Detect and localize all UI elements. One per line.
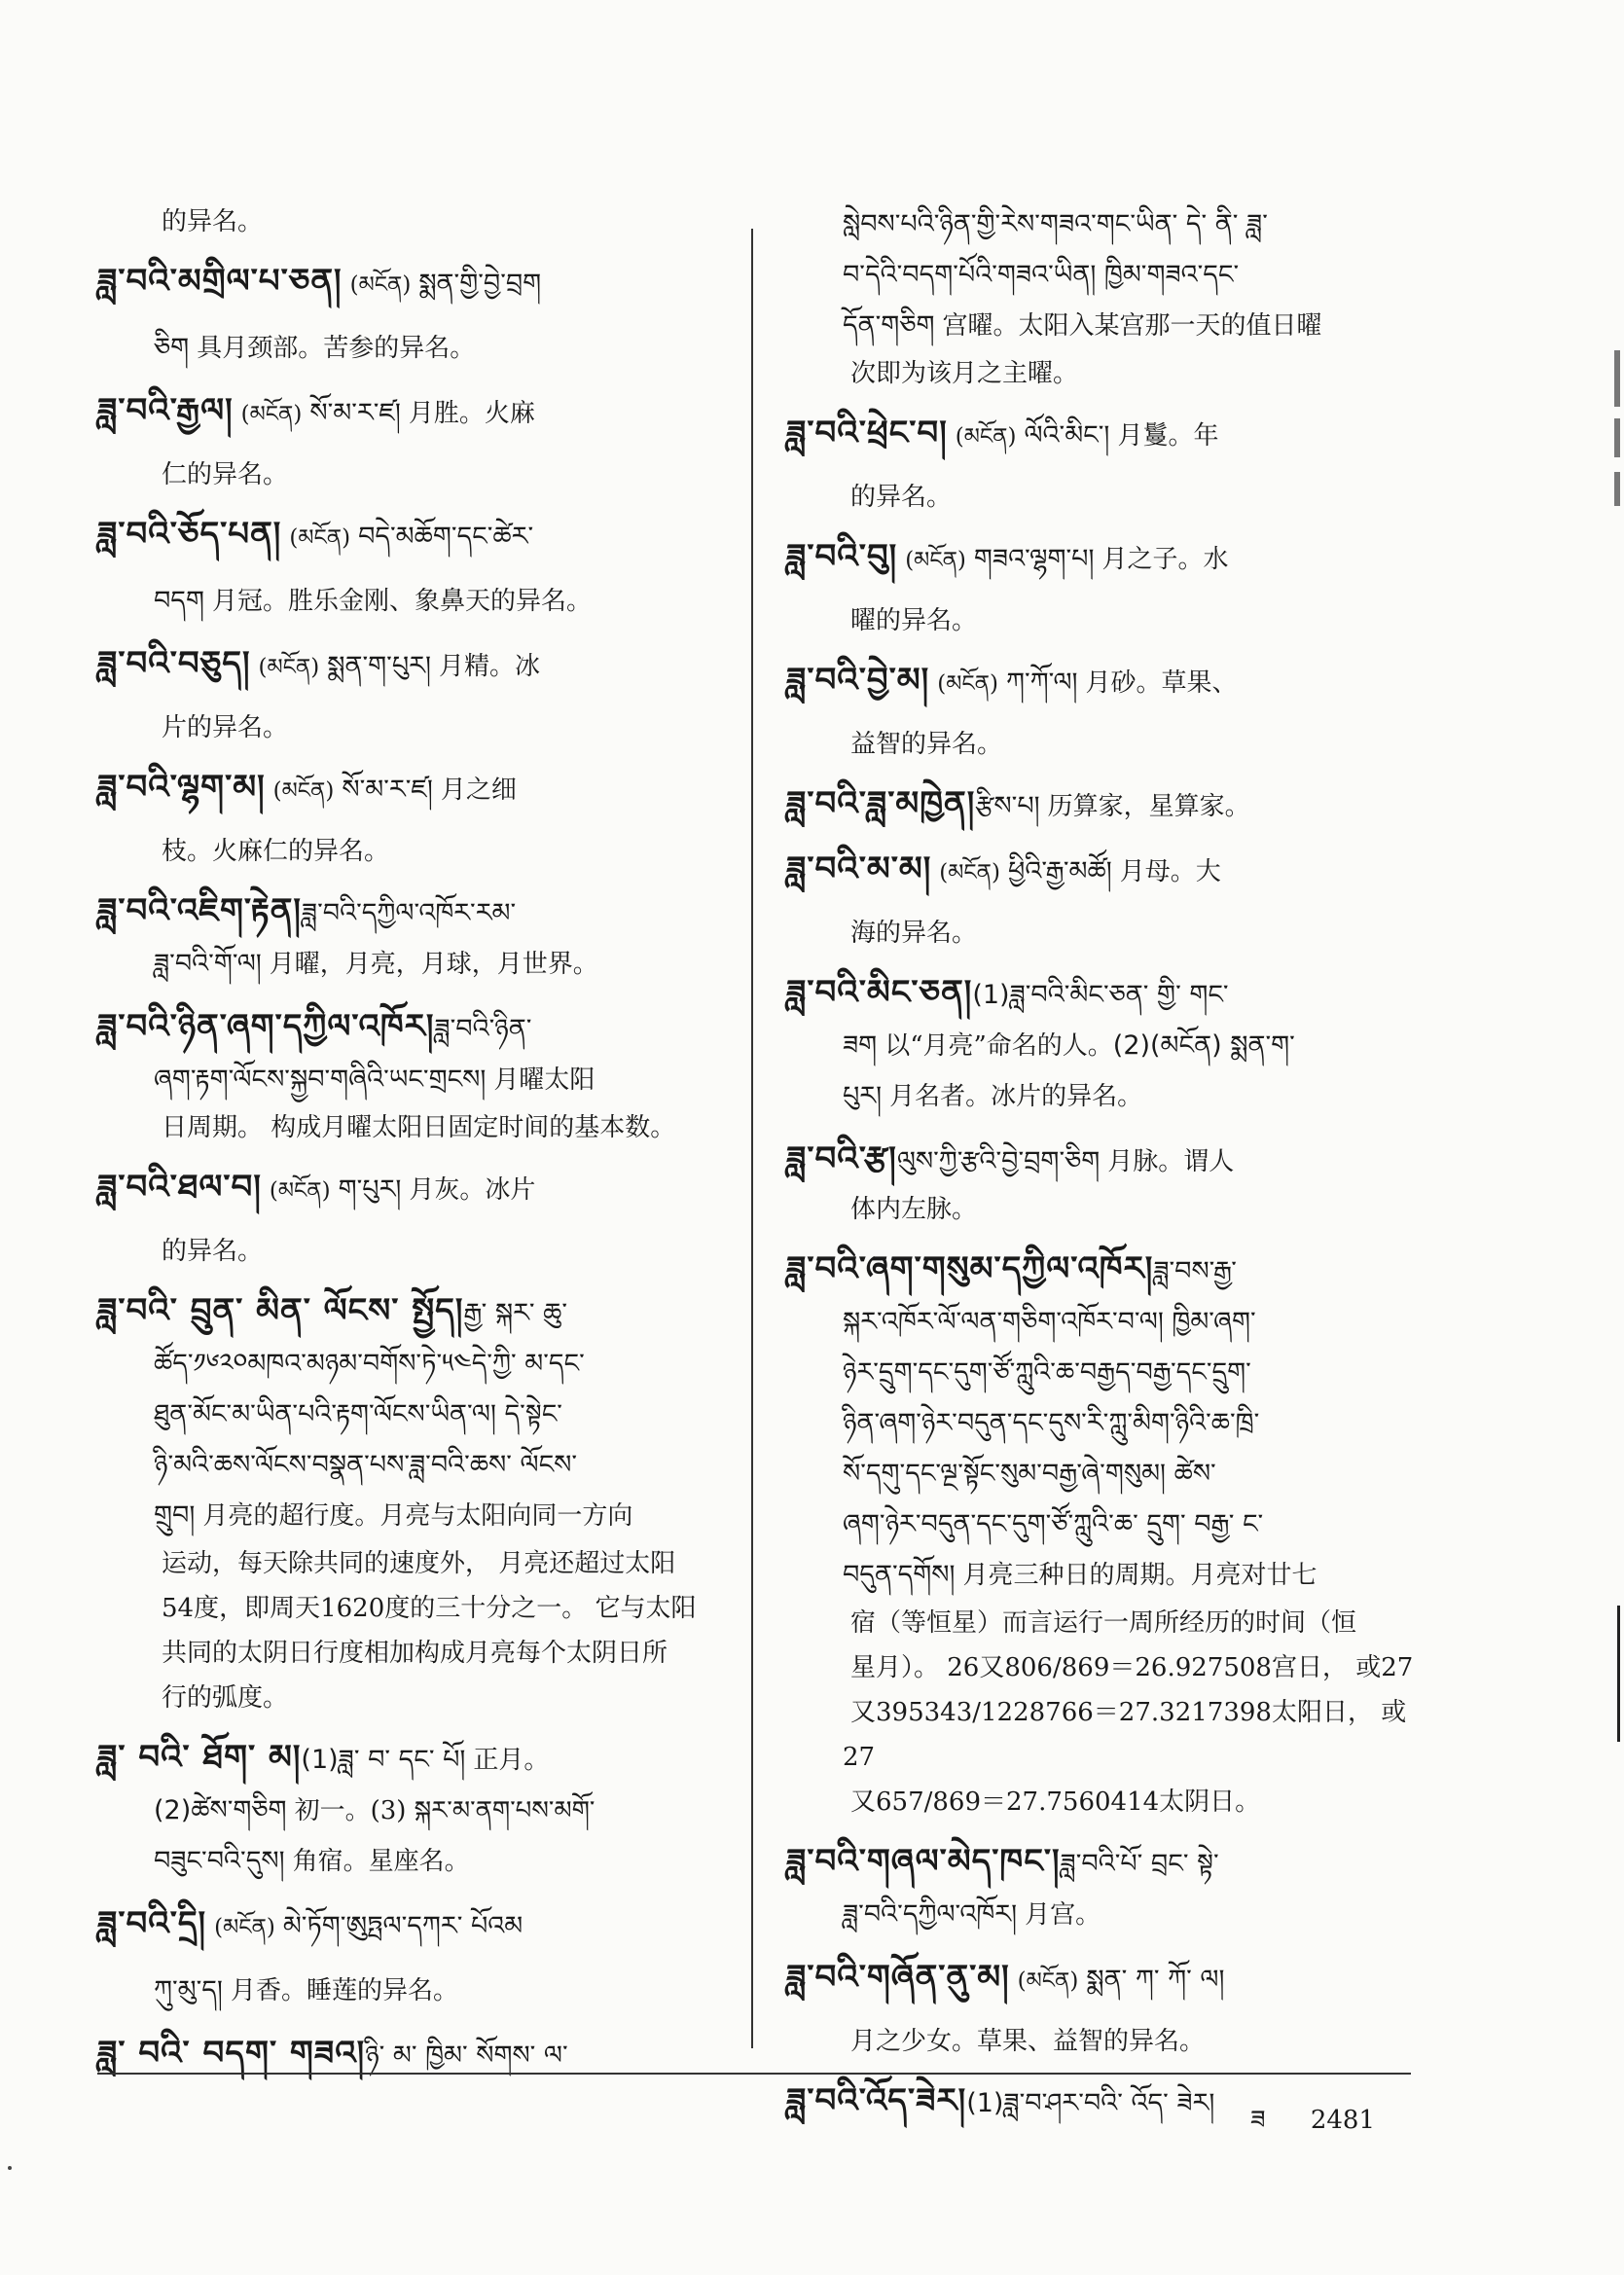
usage-note: (མངོན) <box>214 1915 275 1940</box>
entry-first-line <box>97 999 740 1055</box>
tibetan-definition: རྒྱ་ སྐར་ ཆུ་ <box>463 1298 568 1328</box>
chinese-continuation-line <box>97 1631 740 1676</box>
tibetan-continuation-line <box>97 323 740 374</box>
tibetan-continuation-line <box>97 1339 740 1390</box>
chinese-continuation-line <box>786 475 1428 520</box>
tibetan-continuation-line <box>97 1491 740 1541</box>
chinese-continuation-line <box>97 1541 740 1586</box>
chinese-definition: 具月颈部。苦参的异名。 <box>197 334 476 363</box>
dictionary-entry <box>786 1950 1428 2064</box>
dictionary-entry <box>786 1834 1428 1940</box>
chinese-definition: 月之子。水 <box>1101 545 1229 574</box>
tibetan-definition-line: ཚོད་༡༦༢༠མཁའ་མཉམ་བགོས་ཏེ་༥༤དེ་ཀྱི་ མ་དང་ <box>154 1349 585 1379</box>
chinese-definition-line: 运动，每天除共同的速度外， 月亮还超过太阳 <box>162 1549 676 1578</box>
tibetan-continuation-line <box>786 199 1428 250</box>
entry-first-line <box>97 1160 740 1229</box>
chinese-definition: 月香。睡莲的异名。 <box>230 1976 458 2005</box>
chinese-definition-line: 的异名。 <box>162 207 264 236</box>
tibetan-definition: རྩིས་པ། <box>975 791 1040 821</box>
chinese-definition-line: 宿（等恒星）而言运行一周所经历的时间（恒 <box>850 1608 1357 1638</box>
tibetan-definition-line: ཟླ་བའི་དཀྱིལ་འཁོར། <box>843 1899 1018 1930</box>
chinese-definition: 月脉。谓人 <box>1107 1147 1235 1176</box>
tibetan-definition-line: ཞག་ཉེར་བདུན་དང་དུག་ཙོ་ཀླུའི་ཆ་ དྲུག་ བརྒྱ་ ང་ <box>843 1509 1264 1539</box>
headword: ཟླ་བའི་རྩ། <box>786 1139 897 1178</box>
dictionary-entry <box>97 1283 740 1720</box>
tibetan-definition-line: བདག <box>154 586 204 616</box>
dictionary-entry <box>97 383 740 497</box>
tibetan-definition-line: བཟུང་བའི་དུས། <box>154 1846 285 1876</box>
headword: ཟླ་བའི་ཉིན་ཞག་དཀྱིལ་འཁོར། <box>97 1007 435 1046</box>
tibetan-definition-line: ཉིན་ཞག་ཉེར་བདུན་དང་དུས་རི་ཀླུ་མིག་ཉིའི་ཆ་ཁྲི་ <box>843 1408 1260 1438</box>
tibetan-definition-line: ཟག <box>843 1030 878 1061</box>
entry-first-line <box>786 1132 1428 1187</box>
headword: ཟླ་བའི་འོད་ཟེར། <box>786 2081 967 2120</box>
page-header-char: ཟ <box>1250 2106 1266 2135</box>
headword: ཟླ་བའི་བྱེ་མ། <box>786 661 930 700</box>
chinese-continuation-line <box>786 2019 1428 2064</box>
chinese-definition-line: 共同的太阴日行度相加构成月亮每个太阴日所 <box>162 1639 668 1668</box>
chinese-continuation-line <box>786 722 1428 767</box>
tibetan-definition-line: ཞག་རྟག་ལོངས་སྐྱབ་གཞིའི་ཡང་གྲངས། <box>154 1065 487 1095</box>
tibetan-definition-line: སོ་དགུ་དང་ལྔ་སྟོང་སུམ་བརྒྱ་ཞེ་གསུམ། ཚེས་ <box>843 1459 1216 1489</box>
tibetan-definition: ཟླ་བས་རྒྱ་ <box>1153 1256 1237 1286</box>
tibetan-continuation-line <box>97 1440 740 1491</box>
tibetan-definition: ཟླ་བའི་ཉིན་ <box>434 1014 532 1044</box>
tibetan-continuation-line <box>786 1297 1428 1348</box>
tibetan-definition: གཟའ་ལྷག་པ། <box>973 544 1095 574</box>
dictionary-entry <box>97 636 740 750</box>
tibetan-continuation-line <box>786 1890 1428 1940</box>
chinese-definition: 月精。冰 <box>438 652 540 681</box>
chinese-definition-line: 月之少女。草果、益智的异名。 <box>850 2027 1206 2056</box>
chinese-definition: 月冠。胜乐金刚、象鼻天的异名。 <box>211 587 592 616</box>
entry-continuation-line <box>97 1786 740 1836</box>
scan-edge-mark <box>1617 1606 1620 1742</box>
tibetan-definition: ཕྱིའི་རྒྱ་མཚོ། <box>1008 856 1112 886</box>
chinese-definition-line: 54度，即周天1620度的三十分之一。 它与太阳 <box>162 1594 697 1623</box>
headword: ཟླ་བའི་ཞག་གསུམ་དཀྱིལ་འཁོར། <box>786 1249 1154 1288</box>
chinese-definition-line: 行的弧度。 <box>162 1683 289 1713</box>
page-footer <box>1250 2092 1412 2163</box>
entry-continuation-line <box>786 1071 1428 1122</box>
tibetan-definition-line: དོན་གཅིག <box>843 310 935 341</box>
dictionary-entry <box>786 776 1428 832</box>
tibetan-definition: ག་པུར། <box>338 1174 402 1205</box>
headword: ཟླ་བའི་འཇིག་རྟེན། <box>97 891 302 930</box>
chinese-definition: 初一。(3) སྐར་མ་ནག་པས་མགོ་ <box>294 1796 595 1825</box>
usage-note: (མངོན) <box>1017 1968 1079 1994</box>
chinese-definition: 月曜太阳 <box>493 1065 595 1095</box>
entry-first-line <box>786 1950 1428 2019</box>
chinese-definition-line: 曜的异名。 <box>850 606 978 635</box>
chinese-continuation-line <box>786 1690 1428 1780</box>
tibetan-continuation-line <box>786 1499 1428 1550</box>
column-divider <box>751 229 753 2048</box>
tibetan-definition-line: པུར། <box>843 1081 883 1111</box>
entry-first-line <box>786 776 1428 832</box>
tibetan-continuation-line <box>97 576 740 627</box>
tibetan-definition-line: ཀུ་མུ་ད། <box>154 1975 223 2005</box>
entry-first-line <box>97 507 740 576</box>
chinese-definition-line: 又395343/1228766＝27.3217398太阳日， 或27 <box>843 1698 1407 1772</box>
scan-edge-mark <box>1614 418 1620 457</box>
tibetan-definition-line: བདུན་དགོས། <box>843 1560 956 1590</box>
chinese-definition: 以“月亮”命名的人。 <box>884 1031 1113 1061</box>
dictionary-entry <box>786 1242 1428 1824</box>
dictionary-entry <box>97 1896 740 2016</box>
chinese-continuation-line <box>97 199 740 244</box>
footer-rule <box>97 2073 1411 2075</box>
headword: ཟླ་བའི་དྲི། <box>97 1904 207 1943</box>
usage-note: (མངོན) <box>258 655 320 680</box>
dictionary-entry <box>97 760 740 874</box>
dictionary-entry <box>786 653 1428 767</box>
dictionary-entry <box>97 884 740 990</box>
tibetan-definition: ཟླ་བའི་པོ་ བྲང་ སྟེ་ <box>1060 1849 1219 1879</box>
headword: ཟླ་བའི་མ་མ། <box>786 849 932 888</box>
chinese-continuation-line <box>786 1187 1428 1232</box>
chinese-definition: 月宫。 <box>1025 1900 1101 1930</box>
usage-note: (མངོན) <box>289 525 351 551</box>
left-column <box>97 199 740 2091</box>
usage-note: (མངོན) <box>955 424 1017 450</box>
tibetan-definition-line: ཐུན་མོང་མ་ཡིན་པའི་རྟག་ལོངས་ཡིན་ལ། དེ་སྟེང་ <box>154 1399 562 1429</box>
tibetan-definition-line: ཉེར་དྲུག་དང་དུག་ཙོ་ཀླུའི་ཆ་བརྒྱད་བརྒྱ་དང་དྲུག་ <box>843 1357 1251 1388</box>
entry-first-line <box>97 1730 740 1786</box>
entry-continuation-line <box>97 1836 740 1887</box>
dictionary-entry <box>97 1730 740 1887</box>
entry-first-line <box>786 1242 1428 1297</box>
usage-note: (མངོན) <box>269 1178 331 1204</box>
entry-first-line <box>786 965 1428 1021</box>
chinese-definition-line: 的异名。 <box>162 1237 264 1266</box>
chinese-definition-line: 又657/869＝27.7560414太阴日。 <box>850 1788 1261 1817</box>
headword: ཟླ་བའི་གཞལ་མེད་ཁང་། <box>786 1842 1061 1881</box>
headword: ཟླ་བའི་མགྲིལ་པ་ཅན། <box>97 262 343 301</box>
tibetan-definition: (1)ཟླ་ བ་ དང་ པོ། <box>301 1745 466 1775</box>
entry-first-line <box>97 1283 740 1339</box>
chinese-continuation-line <box>786 1780 1428 1824</box>
tibetan-definition: (1)ཟླ་བ་ཤར་བའི་ འོད་ ཟེར། <box>966 2088 1215 2118</box>
chinese-definition: 月鬘。年 <box>1117 421 1219 451</box>
headword: ཟླ་བའི་རྒྱལ། <box>97 391 234 430</box>
entry-first-line <box>786 406 1428 475</box>
entry-first-line <box>97 884 740 939</box>
usage-note: (མངོན) <box>240 402 303 427</box>
chinese-definition-line: 日周期。 构成月曜太阳日固定时间的基本数。 <box>162 1113 676 1142</box>
scan-edge-mark <box>1614 350 1620 407</box>
tibetan-continuation-line <box>786 1398 1428 1449</box>
page-number: 2481 <box>1310 2106 1376 2135</box>
chinese-definition-line: 枝。火麻仁的异名。 <box>162 837 390 866</box>
entry-first-line <box>97 383 740 452</box>
dictionary-entry <box>786 965 1428 1122</box>
chinese-continuation-line <box>786 1645 1428 1690</box>
headword: ཟླ་བའི་ཅོད་པན། <box>97 515 282 554</box>
tibetan-continuation-line <box>786 301 1428 351</box>
tibetan-definition: ཟླ་བའི་དཀྱིལ་འཁོར་རམ་ <box>301 898 517 928</box>
tibetan-definition: ཉི་ མ་ ཁྱིམ་ སོགས་ ལ་ <box>365 2040 568 2071</box>
chinese-continuation-line <box>97 1586 740 1631</box>
right-column <box>786 199 1428 2139</box>
tibetan-definition-line: གྲུབ། <box>154 1500 196 1531</box>
dictionary-entry <box>786 1132 1428 1232</box>
chinese-continuation-line <box>97 1105 740 1150</box>
chinese-definition-line: 片的异名。 <box>162 713 289 742</box>
headword: ཟླ་བའི་ཟླ་མཁྱེན། <box>786 784 976 823</box>
chinese-continuation-line <box>786 598 1428 643</box>
dictionary-entry <box>97 199 740 244</box>
dictionary-entry <box>786 529 1428 643</box>
tibetan-continuation-line <box>97 1390 740 1440</box>
entry-first-line <box>786 653 1428 722</box>
tibetan-definition-line: བ་དེའི་བདག་པོའི་གཟའ་ཡིན། ཁྱིམ་གཟའ་དང་ <box>843 260 1240 290</box>
chinese-definition: 宫曜。太阳入某宫那一天的值日曜 <box>942 311 1322 341</box>
chinese-definition: 角宿。星座名。 <box>292 1847 470 1876</box>
usage-note: (མངོན) <box>905 548 966 573</box>
entry-first-line <box>786 1834 1428 1890</box>
tibetan-definition-line: (2)(མངོན) སྨན་ག་ <box>1112 1030 1295 1061</box>
scan-dust-dot <box>8 2166 12 2170</box>
tibetan-continuation-line <box>97 1966 740 2016</box>
headword: ཟླ་ བའི་ བདག་ གཟའ། <box>97 2034 366 2073</box>
headword: ཟླ་བའི་བཅུད། <box>97 644 251 683</box>
chinese-definition: 月亮三种日的周期。月亮对廿七 <box>962 1561 1317 1590</box>
chinese-definition-line: 海的异名。 <box>850 919 978 948</box>
chinese-definition: 月胜。火麻 <box>408 399 535 428</box>
dictionary-entry <box>97 507 740 627</box>
entry-first-line <box>786 529 1428 598</box>
tibetan-definition-line: ཅིག <box>154 333 190 363</box>
headword: ཟླ་བའི་གཞོན་ནུ་མ། <box>786 1958 1010 1997</box>
headword: ཟླ་བའི་ཕྲེང་བ། <box>786 414 948 452</box>
chinese-definition: 月名者。冰片的异名。 <box>889 1082 1143 1111</box>
chinese-definition-line: 仁的异名。 <box>162 460 289 489</box>
chinese-continuation-line <box>97 829 740 874</box>
tibetan-continuation-line <box>786 1021 1428 1071</box>
dictionary-entry <box>786 406 1428 520</box>
tibetan-definition-line: (2)ཚེས་གཅིག <box>154 1795 287 1825</box>
usage-note: (མངོན) <box>939 860 1001 885</box>
tibetan-definition: ལོའི་མིང་། <box>1024 420 1110 451</box>
tibetan-definition: སོ་མ་ར་ཛ། <box>342 775 433 805</box>
chinese-continuation-line <box>786 911 1428 956</box>
tibetan-continuation-line <box>786 250 1428 301</box>
usage-note: (མངོན) <box>272 778 335 804</box>
chinese-definition: 月曜，月亮，月球，月世界。 <box>269 950 598 979</box>
tibetan-definition: (1)ཟླ་བའི་མིང་ཅན་ གྱི་ གང་ <box>972 980 1229 1010</box>
tibetan-continuation-line <box>97 939 740 990</box>
chinese-continuation-line <box>786 1601 1428 1645</box>
scan-edge-mark <box>1614 472 1620 506</box>
chinese-continuation-line <box>97 1676 740 1720</box>
chinese-continuation-line <box>97 1229 740 1274</box>
chinese-continuation-line <box>786 351 1428 396</box>
dictionary-entry <box>97 254 740 374</box>
chinese-definition-line: 的异名。 <box>850 483 953 512</box>
tibetan-definition: སྨན་ ཀ་ ཀོ་ ལ། <box>1086 1965 1225 1995</box>
tibetan-definition: ལུས་ཀྱི་རྩའི་བྱེ་བྲག་ཅིག <box>896 1146 1101 1176</box>
headword: ཟླ་བའི་ཐལ་བ། <box>97 1168 262 1207</box>
tibetan-continuation-line <box>786 1348 1428 1398</box>
headword: ཟླ་ བའི་ ཐོག་ མ། <box>97 1738 302 1777</box>
dictionary-entry <box>97 1160 740 1274</box>
headword: ཟླ་བའི་ལྷག་མ། <box>97 768 266 807</box>
dictionary-entry <box>786 842 1428 956</box>
entry-first-line <box>97 254 740 323</box>
tibetan-definition: བདེ་མཆོག་དང་ཚེར་ <box>358 522 534 552</box>
entry-first-line <box>97 760 740 829</box>
chinese-definition: 月砂。草果、 <box>1085 668 1238 698</box>
chinese-definition: 月灰。冰片 <box>409 1175 536 1205</box>
tibetan-definition-line: ཟླ་བའི་གོ་ལ། <box>154 949 262 979</box>
tibetan-continuation-line <box>786 1449 1428 1499</box>
chinese-definition-line: 体内左脉。 <box>850 1195 978 1224</box>
chinese-continuation-line <box>97 705 740 750</box>
tibetan-continuation-line <box>786 1550 1428 1601</box>
tibetan-definition: ཀ་ཀོ་ལ། <box>1005 668 1078 698</box>
chinese-definition-line: 益智的异名。 <box>850 730 1003 759</box>
usage-note: (མངོན) <box>349 272 412 298</box>
chinese-definition-line: 星月）。 26又806/869＝26.927508宫日， 或27 <box>850 1653 1414 1682</box>
tibetan-definition-line: སླེབས་པའི་ཉིན་གྱི་རེས་གཟའ་གང་ཡིན་ དེ་ ནི་ ཟླ་ <box>843 209 1268 239</box>
tibetan-definition-line: ཉི་མའི་ཆས་ལོངས་བསྣན་པས་ཟླ་བའི་ཆས་ ལོངས་ <box>154 1450 578 1480</box>
entry-first-line <box>97 636 740 705</box>
chinese-definition: 月母。大 <box>1119 857 1221 886</box>
tibetan-definition-line: སྐར་འཁོར་ལོ་ལན་གཅིག་འཁོར་བ་ལ། ཁྱིམ་ཞག་ <box>843 1307 1256 1337</box>
chinese-continuation-line <box>97 452 740 497</box>
chinese-definition: 历算家，星算家。 <box>1047 792 1250 821</box>
chinese-definition: 正月。 <box>473 1746 550 1775</box>
chinese-definition: 月亮的超行度。月亮与太阳向同一方向 <box>202 1501 633 1531</box>
headword: ཟླ་བའི་བུ། <box>786 537 898 576</box>
tibetan-definition: སྨན་ག་པུར། <box>327 651 431 681</box>
tibetan-definition: སྨན་གྱི་བྱེ་བྲག <box>418 269 542 299</box>
chinese-definition-line: 次即为该月之主曜。 <box>850 359 1079 388</box>
entry-first-line <box>786 842 1428 911</box>
dictionary-entry <box>97 999 740 1150</box>
tibetan-definition: མེ་ཏོག་ཨུཏྤལ་དཀར་ པོའམ <box>282 1911 523 1941</box>
headword: ཟླ་བའི་མིང་ཅན། <box>786 973 973 1012</box>
headword: ཟླ་བའི་ བྲུན་ མིན་ ལོངས་ སྤྱོད། <box>97 1291 464 1330</box>
usage-note: (མངོན) <box>937 671 998 697</box>
entry-first-line <box>97 1896 740 1966</box>
tibetan-definition: སོ་མ་ར་ཛ། <box>309 398 401 428</box>
dictionary-entry <box>786 199 1428 396</box>
tibetan-continuation-line <box>97 1055 740 1105</box>
chinese-definition: 月之细 <box>440 776 517 805</box>
